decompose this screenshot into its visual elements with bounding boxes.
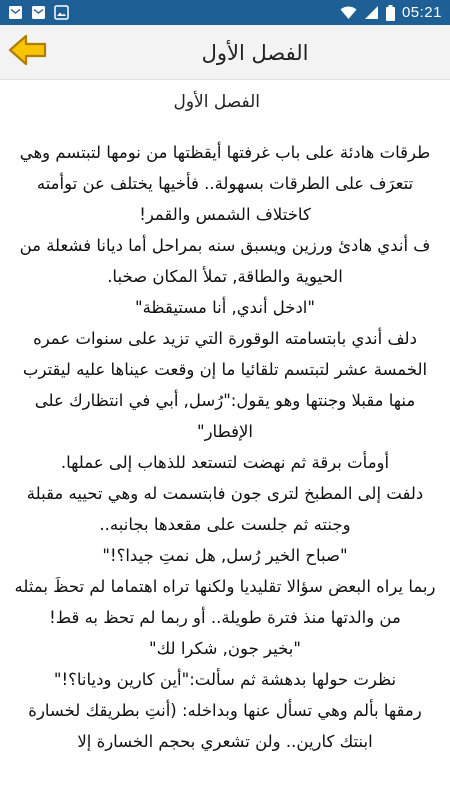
status-notifications — [8, 5, 69, 20]
paragraph: طرقات هادئة على باب غرفتها أيقظتها من نومها لتبتسم وهي تتعرَف على الطرقات بسهولة.. فأخيها يختلف عن توأمته كاختلاف الشمس والقمر! — [19, 143, 431, 224]
signal-icon — [364, 5, 379, 20]
paragraph: ربما يراه البعض سؤالا تقليديا ولكنها تراه اهتماما لم تحظَ بمثله من والدتها منذ فترة طويلة.. أو ربما لم تحظ به قط! — [14, 577, 436, 627]
paragraph: "ادخل أندي, أنا مستيقظة" — [135, 298, 315, 317]
arrow-left-icon — [8, 33, 48, 71]
message-icon — [8, 5, 23, 20]
chapter-content[interactable] — [0, 80, 450, 800]
paragraph: أومأت برقة ثم نهضت لتستعد للذهاب إلى عملها. — [60, 453, 390, 472]
paragraph: رمقها بألم وهي تسأل عنها وبداخله: (أنتِ بطريقك لخسارة ابنتك كارين.. ولن تشعري بحجم الخسارة إلا — [28, 701, 422, 751]
status-time: 05:21 — [401, 4, 442, 21]
paragraph: "صباح الخير رُسل, هل نمتِ جيدا؟!" — [102, 546, 348, 565]
message-icon — [31, 5, 46, 20]
paragraph: ف أندي هادئ ورزين ويسبق سنه بمراحل أما ديانا فشعلة من الحيوية والطاقة, تملأ المكان صخبا. — [19, 236, 431, 286]
image-icon — [54, 5, 69, 20]
paragraph: دلفت إلى المطبخ لترى جون فابتسمت له وهي تحييه مقبلة وجنته ثم جلست على مقعدها بجانبه.. — [26, 484, 424, 534]
app-bar — [0, 25, 450, 80]
app-title: الفصل الأول — [201, 40, 309, 65]
chapter-heading: الفصل الأول — [173, 92, 260, 112]
battery-icon — [386, 5, 395, 21]
wifi-icon — [340, 6, 357, 20]
paragraph: دلف أندي بابتسامته الوقورة التي تزيد على سنوات عمره الخمسة عشر لتبتسم تلقائيا ما إن وقعت عيناها عليه ليقترب منها مقبلا وجنتها وهو يقول:"رُسل, أبي في انتظارك على الإفطار" — [22, 329, 428, 441]
paragraph: "بخير جون, شكرا لك" — [149, 639, 301, 658]
status-system — [340, 4, 442, 21]
status-bar — [0, 0, 450, 25]
paragraph: نظرت حولها بدهشة ثم سألت:"أين كارين وديانا؟!" — [53, 670, 397, 689]
back-button[interactable] — [6, 32, 50, 72]
